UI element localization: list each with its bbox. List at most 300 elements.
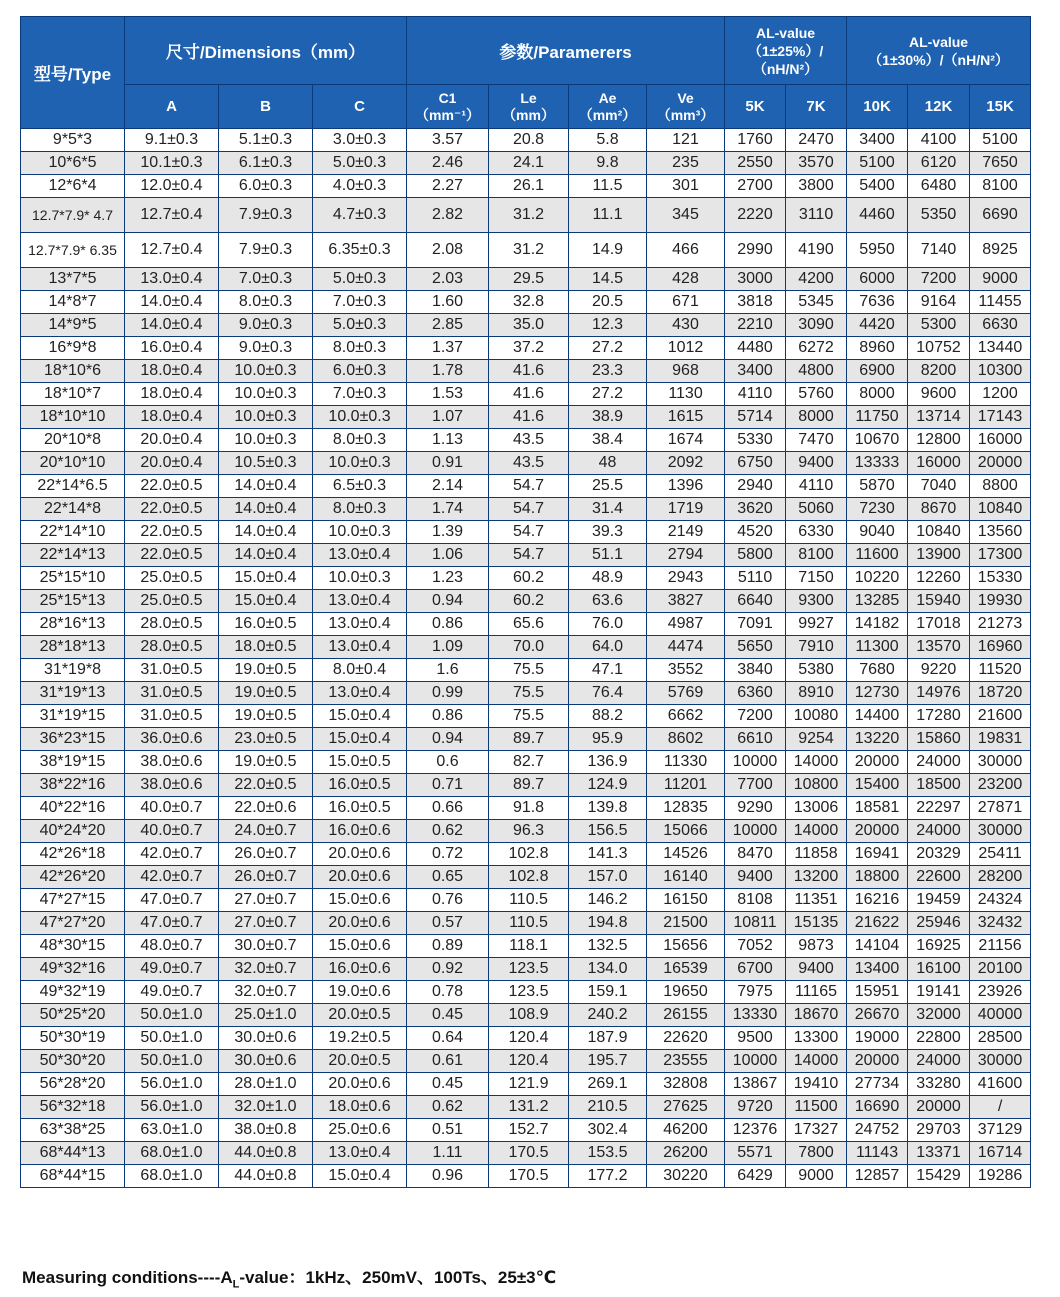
value-cell: 0.94 — [407, 590, 489, 613]
value-cell: 9000 — [786, 1165, 847, 1188]
value-cell: 6360 — [725, 682, 786, 705]
header-col-c: C — [313, 85, 407, 129]
value-cell: 7975 — [725, 981, 786, 1004]
value-cell: 15.0±0.4 — [313, 705, 407, 728]
value-cell: 2.03 — [407, 268, 489, 291]
value-cell: 1396 — [647, 475, 725, 498]
value-cell: 31.0±0.5 — [125, 705, 219, 728]
value-cell: 24324 — [970, 889, 1031, 912]
value-cell: 64.0 — [569, 636, 647, 659]
value-cell: 25.0±0.6 — [313, 1119, 407, 1142]
value-cell: 4480 — [725, 337, 786, 360]
table-row — [21, 268, 1031, 291]
value-cell: 22.0±0.5 — [219, 774, 313, 797]
value-cell: 10752 — [908, 337, 970, 360]
table-row — [21, 636, 1031, 659]
type-cell: 9*5*3 — [21, 129, 125, 152]
value-cell: 3.57 — [407, 129, 489, 152]
value-cell: 0.78 — [407, 981, 489, 1004]
value-cell: 22.0±0.5 — [125, 544, 219, 567]
value-cell: 49.0±0.7 — [125, 981, 219, 1004]
table-row — [21, 1073, 1031, 1096]
value-cell: 25946 — [908, 912, 970, 935]
value-cell: 11455 — [970, 291, 1031, 314]
value-cell: 20.8 — [489, 129, 569, 152]
value-cell: 132.5 — [569, 935, 647, 958]
value-cell: 27.2 — [569, 383, 647, 406]
value-cell: 96.3 — [489, 820, 569, 843]
value-cell: 5571 — [725, 1142, 786, 1165]
value-cell: 17327 — [786, 1119, 847, 1142]
value-cell: 8960 — [847, 337, 908, 360]
value-cell: 12.7±0.4 — [125, 198, 219, 233]
value-cell: 18720 — [970, 682, 1031, 705]
value-cell: 18.0±0.4 — [125, 360, 219, 383]
value-cell: 13300 — [786, 1027, 847, 1050]
value-cell: 7.0±0.3 — [313, 383, 407, 406]
value-cell: 7680 — [847, 659, 908, 682]
header-parameters: 参数/Paramerers — [407, 17, 725, 85]
type-cell: 14*8*7 — [21, 291, 125, 314]
value-cell: 1615 — [647, 406, 725, 429]
type-cell: 12.7*7.9* 4.7 — [21, 198, 125, 233]
value-cell: 20329 — [908, 843, 970, 866]
table-row — [21, 360, 1031, 383]
value-cell: 33280 — [908, 1073, 970, 1096]
value-cell: 102.8 — [489, 866, 569, 889]
value-cell: 5769 — [647, 682, 725, 705]
value-cell: 43.5 — [489, 452, 569, 475]
value-cell: 16.0±0.4 — [125, 337, 219, 360]
value-cell: 25.0±0.5 — [125, 567, 219, 590]
value-cell: 1674 — [647, 429, 725, 452]
value-cell: 0.94 — [407, 728, 489, 751]
table-row — [21, 1119, 1031, 1142]
value-cell: 6272 — [786, 337, 847, 360]
value-cell: 2210 — [725, 314, 786, 337]
value-cell: 2.46 — [407, 152, 489, 175]
value-cell: 10.0±0.3 — [219, 383, 313, 406]
value-cell: 8.0±0.3 — [313, 337, 407, 360]
value-cell: 13867 — [725, 1073, 786, 1096]
value-cell: 0.57 — [407, 912, 489, 935]
value-cell: 5870 — [847, 475, 908, 498]
value-cell: 10670 — [847, 429, 908, 452]
value-cell: 1.06 — [407, 544, 489, 567]
value-cell: 8108 — [725, 889, 786, 912]
value-cell: 41.6 — [489, 360, 569, 383]
value-cell: 20.0±0.5 — [313, 1050, 407, 1073]
value-cell: 5950 — [847, 233, 908, 268]
value-cell: 0.96 — [407, 1165, 489, 1188]
value-cell: 44.0±0.8 — [219, 1142, 313, 1165]
value-cell: 3552 — [647, 659, 725, 682]
value-cell: 13.0±0.4 — [313, 636, 407, 659]
value-cell: 7140 — [908, 233, 970, 268]
value-cell: 18.0±0.5 — [219, 636, 313, 659]
value-cell: 21622 — [847, 912, 908, 935]
value-cell: 28.0±0.5 — [125, 636, 219, 659]
value-cell: 10.0±0.3 — [219, 406, 313, 429]
value-cell: 1012 — [647, 337, 725, 360]
value-cell: 123.5 — [489, 958, 569, 981]
value-cell: 10.0±0.3 — [313, 521, 407, 544]
table-row — [21, 981, 1031, 1004]
value-cell: 8925 — [970, 233, 1031, 268]
table-row — [21, 1050, 1031, 1073]
value-cell: 11.1 — [569, 198, 647, 233]
value-cell: 10000 — [725, 1050, 786, 1073]
value-cell: 4200 — [786, 268, 847, 291]
value-cell: 76.0 — [569, 613, 647, 636]
value-cell: 131.2 — [489, 1096, 569, 1119]
value-cell: 8.0±0.3 — [313, 498, 407, 521]
value-cell: 2943 — [647, 567, 725, 590]
value-cell: 24000 — [908, 751, 970, 774]
value-cell: 13330 — [725, 1004, 786, 1027]
value-cell: 40000 — [970, 1004, 1031, 1027]
value-cell: 7200 — [908, 268, 970, 291]
value-cell: 9400 — [725, 866, 786, 889]
value-cell: 0.45 — [407, 1004, 489, 1027]
value-cell: 35.0 — [489, 314, 569, 337]
value-cell: 240.2 — [569, 1004, 647, 1027]
value-cell: 18.0±0.4 — [125, 383, 219, 406]
value-cell: 8000 — [786, 406, 847, 429]
value-cell: 11330 — [647, 751, 725, 774]
table-row — [21, 175, 1031, 198]
value-cell: 16539 — [647, 958, 725, 981]
value-cell: 15135 — [786, 912, 847, 935]
type-cell: 28*18*13 — [21, 636, 125, 659]
value-cell: 14526 — [647, 843, 725, 866]
value-cell: 12800 — [908, 429, 970, 452]
value-cell: 6120 — [908, 152, 970, 175]
value-cell: 31.4 — [569, 498, 647, 521]
table-row — [21, 1027, 1031, 1050]
value-cell: 19650 — [647, 981, 725, 1004]
value-cell: 54.7 — [489, 544, 569, 567]
table-row — [21, 291, 1031, 314]
type-cell: 31*19*8 — [21, 659, 125, 682]
value-cell: 40.0±0.7 — [125, 797, 219, 820]
table-row — [21, 498, 1031, 521]
value-cell: 20000 — [908, 1096, 970, 1119]
type-cell: 50*25*20 — [21, 1004, 125, 1027]
value-cell: 24000 — [908, 1050, 970, 1073]
value-cell: 10220 — [847, 567, 908, 590]
value-cell: 12.7±0.4 — [125, 233, 219, 268]
type-cell: 48*30*15 — [21, 935, 125, 958]
value-cell: 1.37 — [407, 337, 489, 360]
value-cell: 16100 — [908, 958, 970, 981]
value-cell: 1130 — [647, 383, 725, 406]
type-cell: 56*28*20 — [21, 1073, 125, 1096]
value-cell: 11351 — [786, 889, 847, 912]
value-cell: 0.71 — [407, 774, 489, 797]
value-cell: 30.0±0.7 — [219, 935, 313, 958]
value-cell: 0.91 — [407, 452, 489, 475]
value-cell: 18581 — [847, 797, 908, 820]
type-cell: 49*32*16 — [21, 958, 125, 981]
header-al-30: AL-value （1±30%）/（nH/N²） — [847, 17, 1031, 85]
value-cell: 27871 — [970, 797, 1031, 820]
value-cell: 14000 — [786, 1050, 847, 1073]
value-cell: 30000 — [970, 751, 1031, 774]
value-cell: 7650 — [970, 152, 1031, 175]
value-cell: 13400 — [847, 958, 908, 981]
value-cell: 41.6 — [489, 406, 569, 429]
value-cell: 9873 — [786, 935, 847, 958]
measuring-conditions-note — [22, 1263, 556, 1290]
value-cell: 13333 — [847, 452, 908, 475]
value-cell: 70.0 — [489, 636, 569, 659]
value-cell: 1.13 — [407, 429, 489, 452]
value-cell: 26200 — [647, 1142, 725, 1165]
value-cell: 2220 — [725, 198, 786, 233]
value-cell: 3570 — [786, 152, 847, 175]
value-cell: 11.5 — [569, 175, 647, 198]
value-cell: 14000 — [786, 820, 847, 843]
value-cell: 3110 — [786, 198, 847, 233]
value-cell: 153.5 — [569, 1142, 647, 1165]
value-cell: 19.0±0.5 — [219, 705, 313, 728]
type-cell: 25*15*10 — [21, 567, 125, 590]
value-cell: 24.1 — [489, 152, 569, 175]
value-cell: 20000 — [970, 452, 1031, 475]
type-cell: 40*24*20 — [21, 820, 125, 843]
value-cell: 50.0±1.0 — [125, 1050, 219, 1073]
value-cell: 8800 — [970, 475, 1031, 498]
value-cell: 20000 — [847, 820, 908, 843]
value-cell: 2470 — [786, 129, 847, 152]
value-cell: 38.4 — [569, 429, 647, 452]
value-cell: 21600 — [970, 705, 1031, 728]
value-cell: 32432 — [970, 912, 1031, 935]
type-cell: 31*19*15 — [21, 705, 125, 728]
value-cell: 430 — [647, 314, 725, 337]
value-cell: 14182 — [847, 613, 908, 636]
value-cell: 156.5 — [569, 820, 647, 843]
table-row — [21, 152, 1031, 175]
header-col-7k: 7K — [786, 85, 847, 129]
value-cell: 9.8 — [569, 152, 647, 175]
value-cell: 19459 — [908, 889, 970, 912]
value-cell: 95.9 — [569, 728, 647, 751]
table-row — [21, 590, 1031, 613]
value-cell: 120.4 — [489, 1027, 569, 1050]
value-cell: 6662 — [647, 705, 725, 728]
value-cell: 10300 — [970, 360, 1031, 383]
value-cell: 269.1 — [569, 1073, 647, 1096]
value-cell: 16.0±0.5 — [313, 774, 407, 797]
header-col-10k: 10K — [847, 85, 908, 129]
value-cell: 20.5 — [569, 291, 647, 314]
value-cell: 23555 — [647, 1050, 725, 1073]
value-cell: 19.0±0.5 — [219, 659, 313, 682]
type-cell: 68*44*15 — [21, 1165, 125, 1188]
value-cell: 13.0±0.4 — [313, 590, 407, 613]
type-cell: 42*26*18 — [21, 843, 125, 866]
value-cell: 31.0±0.5 — [125, 682, 219, 705]
value-cell: 4.7±0.3 — [313, 198, 407, 233]
value-cell: 428 — [647, 268, 725, 291]
value-cell: 9.0±0.3 — [219, 337, 313, 360]
value-cell: 9927 — [786, 613, 847, 636]
value-cell: 32.8 — [489, 291, 569, 314]
value-cell: 16150 — [647, 889, 725, 912]
value-cell: 75.5 — [489, 659, 569, 682]
value-cell: 8602 — [647, 728, 725, 751]
value-cell: 20.0±0.4 — [125, 429, 219, 452]
value-cell: 46200 — [647, 1119, 725, 1142]
type-cell: 13*7*5 — [21, 268, 125, 291]
value-cell: 7636 — [847, 291, 908, 314]
value-cell: 3400 — [725, 360, 786, 383]
type-cell: 50*30*19 — [21, 1027, 125, 1050]
value-cell: 0.62 — [407, 820, 489, 843]
value-cell: 5100 — [847, 152, 908, 175]
value-cell: 25.0±0.5 — [125, 590, 219, 613]
value-cell: 9.1±0.3 — [125, 129, 219, 152]
value-cell: 14976 — [908, 682, 970, 705]
value-cell: 159.1 — [569, 981, 647, 1004]
value-cell: 89.7 — [489, 728, 569, 751]
value-cell: 23200 — [970, 774, 1031, 797]
value-cell: 9254 — [786, 728, 847, 751]
value-cell: 7.0±0.3 — [219, 268, 313, 291]
value-cell: 25.0±1.0 — [219, 1004, 313, 1027]
value-cell: 13371 — [908, 1142, 970, 1165]
value-cell: 6.35±0.3 — [313, 233, 407, 268]
value-cell: 123.5 — [489, 981, 569, 1004]
value-cell: 16000 — [970, 429, 1031, 452]
value-cell: 1.6 — [407, 659, 489, 682]
value-cell: 22297 — [908, 797, 970, 820]
value-cell: 16925 — [908, 935, 970, 958]
value-cell: 19410 — [786, 1073, 847, 1096]
header-col-c1: C1 （mm⁻¹） — [407, 85, 489, 129]
value-cell: 671 — [647, 291, 725, 314]
value-cell: 9164 — [908, 291, 970, 314]
value-cell: 9290 — [725, 797, 786, 820]
value-cell: 29.5 — [489, 268, 569, 291]
type-cell: 22*14*6.5 — [21, 475, 125, 498]
type-cell: 18*10*10 — [21, 406, 125, 429]
table-row — [21, 912, 1031, 935]
header-col-12k: 12K — [908, 85, 970, 129]
value-cell: 40.0±0.7 — [125, 820, 219, 843]
value-cell: 2550 — [725, 152, 786, 175]
value-cell: 13.0±0.4 — [313, 613, 407, 636]
value-cell: 21500 — [647, 912, 725, 935]
value-cell: 2.85 — [407, 314, 489, 337]
value-cell: 12260 — [908, 567, 970, 590]
value-cell: 9400 — [786, 958, 847, 981]
type-cell: 40*22*16 — [21, 797, 125, 820]
value-cell: 17300 — [970, 544, 1031, 567]
value-cell: 63.6 — [569, 590, 647, 613]
value-cell: 1.74 — [407, 498, 489, 521]
value-cell: 8100 — [786, 544, 847, 567]
type-cell: 56*32*18 — [21, 1096, 125, 1119]
value-cell: 108.9 — [489, 1004, 569, 1027]
table-row — [21, 198, 1031, 233]
value-cell: 7150 — [786, 567, 847, 590]
value-cell: 13.0±0.4 — [313, 544, 407, 567]
value-cell: 16.0±0.5 — [313, 797, 407, 820]
value-cell: 23926 — [970, 981, 1031, 1004]
type-cell: 22*14*10 — [21, 521, 125, 544]
value-cell: 6.0±0.3 — [219, 175, 313, 198]
value-cell: 9400 — [786, 452, 847, 475]
value-cell: 12.0±0.4 — [125, 175, 219, 198]
value-cell: 13570 — [908, 636, 970, 659]
value-cell: 21273 — [970, 613, 1031, 636]
header-dimensions: 尺寸/Dimensions（mm） — [125, 17, 407, 85]
value-cell: 0.66 — [407, 797, 489, 820]
value-cell: 31.2 — [489, 198, 569, 233]
value-cell: 14.0±0.4 — [219, 475, 313, 498]
value-cell: 6640 — [725, 590, 786, 613]
value-cell: 68.0±1.0 — [125, 1142, 219, 1165]
header-col-ve: Ve （mm³） — [647, 85, 725, 129]
table-row — [21, 567, 1031, 590]
type-cell: 38*19*15 — [21, 751, 125, 774]
value-cell: 41.6 — [489, 383, 569, 406]
value-cell: 2.08 — [407, 233, 489, 268]
value-cell: 5760 — [786, 383, 847, 406]
table-row — [21, 314, 1031, 337]
type-cell: 18*10*6 — [21, 360, 125, 383]
table-row — [21, 233, 1031, 268]
value-cell: 29703 — [908, 1119, 970, 1142]
header-col-ae: Ae （mm²） — [569, 85, 647, 129]
value-cell: 31.0±0.5 — [125, 659, 219, 682]
table-row — [21, 889, 1031, 912]
value-cell: 32.0±1.0 — [219, 1096, 313, 1119]
value-cell: 26155 — [647, 1004, 725, 1027]
value-cell: 1.53 — [407, 383, 489, 406]
value-cell: 22600 — [908, 866, 970, 889]
value-cell: 30000 — [970, 1050, 1031, 1073]
value-cell: 1.60 — [407, 291, 489, 314]
value-cell: 5714 — [725, 406, 786, 429]
type-cell: 68*44*13 — [21, 1142, 125, 1165]
value-cell: 8.0±0.4 — [313, 659, 407, 682]
value-cell: 3000 — [725, 268, 786, 291]
type-cell: 50*30*20 — [21, 1050, 125, 1073]
value-cell: 10.0±0.3 — [313, 406, 407, 429]
value-cell: 30.0±0.6 — [219, 1050, 313, 1073]
value-cell: 302.4 — [569, 1119, 647, 1142]
value-cell: 28500 — [970, 1027, 1031, 1050]
value-cell: 13285 — [847, 590, 908, 613]
type-cell: 49*32*19 — [21, 981, 125, 1004]
value-cell: 13714 — [908, 406, 970, 429]
value-cell: 5380 — [786, 659, 847, 682]
value-cell: 6.5±0.3 — [313, 475, 407, 498]
value-cell: 13006 — [786, 797, 847, 820]
value-cell: 345 — [647, 198, 725, 233]
value-cell: 7.9±0.3 — [219, 233, 313, 268]
table-row — [21, 521, 1031, 544]
value-cell: 12835 — [647, 797, 725, 820]
value-cell: 11300 — [847, 636, 908, 659]
value-cell: 19.0±0.6 — [313, 981, 407, 1004]
value-cell: 30220 — [647, 1165, 725, 1188]
value-cell: 0.92 — [407, 958, 489, 981]
